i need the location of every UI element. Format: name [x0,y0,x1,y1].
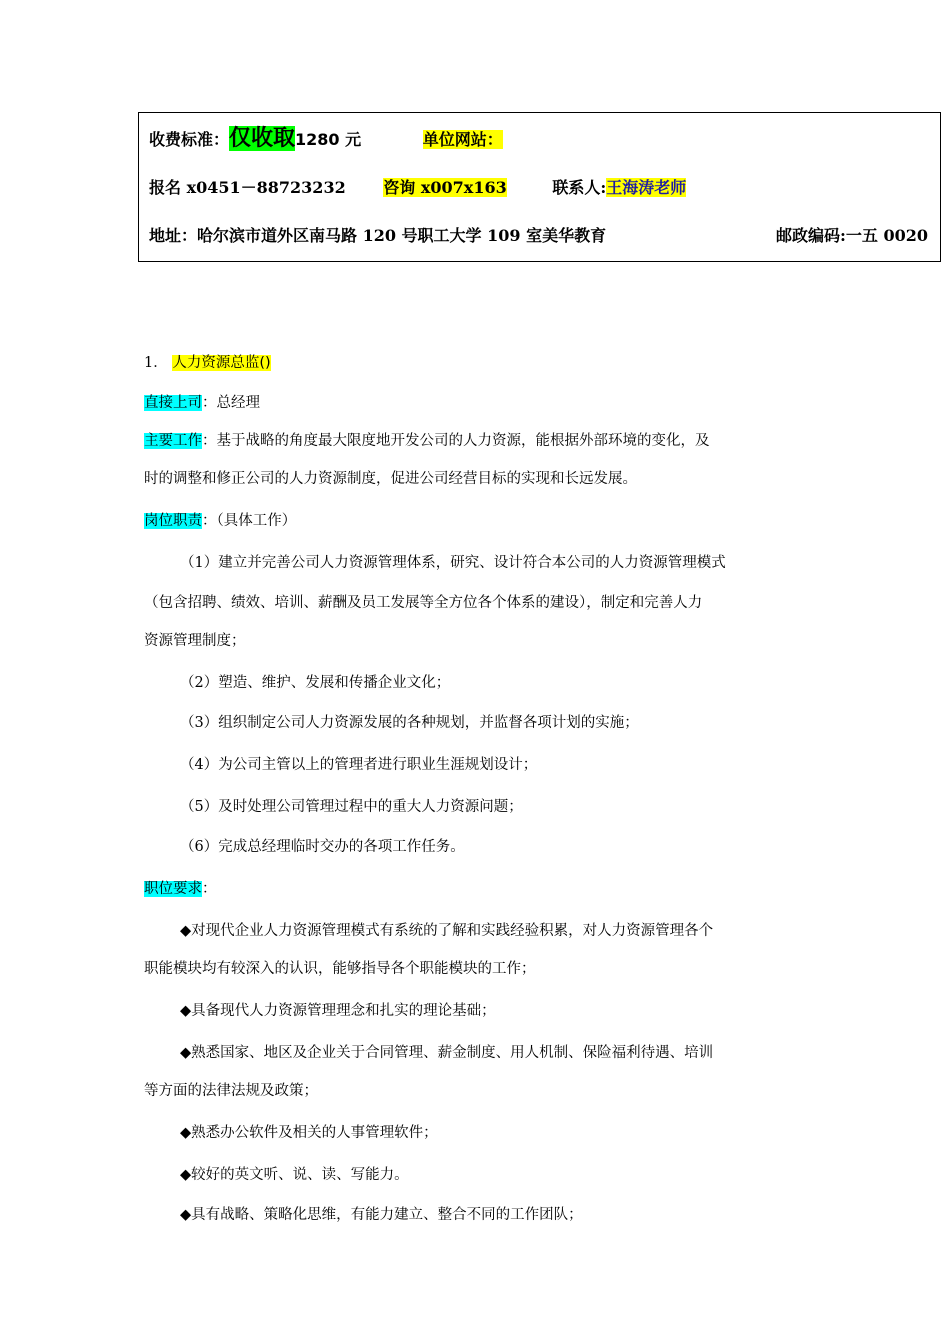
requirement-item: ◆对现代企业人力资源管理模式有系统的了解和实践经验积累，对人力资源管理各个 [180,923,714,939]
requirement-item: ◆熟悉办公软件及相关的人事管理软件； [180,1125,438,1141]
contact-name: 王海涛老师 [606,178,687,197]
requirement-item: ◆具有战略、策略化思维，有能力建立、整合不同的工作团队； [180,1207,583,1223]
work-text-2: 时的调整和修正公司的人力资源制度，促进公司经营目标的实现和长远发展。 [144,471,637,487]
address: 地址：哈尔滨市道外区南马路 120 号职工大学 109 室美华教育 [149,226,607,245]
requirement-item: ◆熟悉国家、地区及企业关于合同管理、薪金制度、用人机制、保险福利待遇、培训 [180,1045,714,1061]
duty-heading [144,502,296,540]
work-text-1: ：基于战略的角度最大限度地开发公司的人力资源，能根据外部环境的变化，及 [202,433,710,449]
requirement-item: ◆具备现代人力资源管理理念和扎实的理论基础； [180,1003,496,1019]
signup-phone: 报名 x0451－88723232 [149,178,346,197]
duty-item: 资源管理制度； [144,633,246,649]
address-line [149,223,606,246]
requirement-item: 职能模块均有较深入的认识，能够指导各个职能模块的工作； [144,961,536,977]
duty-label: 岗位职责 [144,513,202,529]
fee-line [149,121,503,152]
duty-item: （3）组织制定公司人力资源发展的各种规划，并监督各项计划的实施； [180,715,639,731]
duty-item: （包含招聘、绩效、培训、薪酬及员工发展等全方位各个体系的建设），制定和完善人力 [144,595,703,611]
duty-item: （1）建立并完善公司人力资源管理体系，研究、设计符合本公司的人力资源管理模式 [180,555,726,571]
fee-amount: 1280 元 [295,130,362,149]
section-title: 人力资源总监() [172,355,271,371]
supervisor-value: ：总经理 [202,395,260,411]
fee-label: 收费标准： [149,130,230,149]
duty-item: （5）及时处理公司管理过程中的重大人力资源问题； [180,799,523,815]
requirement-heading [144,870,217,908]
contact-info-box [138,112,941,262]
fee-highlight: 仅收取 [229,126,296,151]
consult-info: 咨询 x007x163 [383,178,507,197]
work-line-1 [144,422,710,460]
duty-item: （2）塑造、维护、发展和传播企业文化； [180,675,451,691]
duty-suffix: ：（具体工作） [202,513,297,529]
requirement-item: ◆较好的英文听、说、读、写能力。 [180,1167,409,1183]
postcode: 邮政编码:一五 0020 [775,226,928,245]
supervisor-label: 直接上司 [144,395,202,411]
requirement-suffix: ： [202,881,217,897]
duty-item: （6）完成总经理临时交办的各项工作任务。 [180,839,465,855]
website-label: 单位网站： [422,130,503,149]
contact-label: 联系人: [552,178,607,197]
supervisor-line [144,384,260,422]
duty-item: （4）为公司主管以上的管理者进行职业生涯规划设计； [180,757,538,773]
section-number: 1． [144,355,168,371]
section-heading [144,344,271,382]
signup-line [149,175,686,198]
requirement-label: 职位要求 [144,881,202,897]
work-label: 主要工作 [144,433,202,449]
requirement-item: 等方面的法律法规及政策； [144,1083,318,1099]
